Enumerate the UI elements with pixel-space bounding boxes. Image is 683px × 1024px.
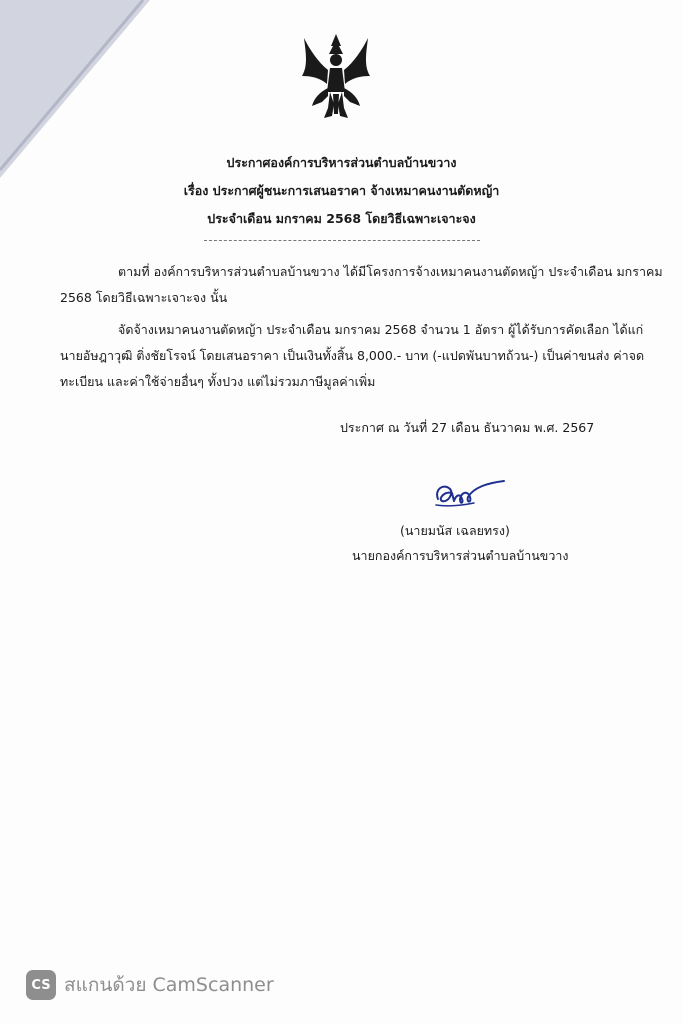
signer-name: (นายมนัส เฉลยทรง) bbox=[400, 523, 510, 538]
paragraph-2-line-2: นายอัษฎาวุฒิ ติ่งชัยโรจน์ โดยเสนอราคา เป็นเงินทั้งสิ้น 8,000.- บาท (-แปดพันบาทถ้วน-) เป็นค่าขนส่ง ค่าจด bbox=[60, 348, 645, 363]
camscanner-logo-icon: CS bbox=[26, 970, 56, 1000]
header-divider bbox=[204, 240, 480, 241]
paragraph-1-line-2: 2568 โดยวิธีเฉพาะเจาะจง นั้น bbox=[60, 290, 228, 305]
camscanner-label: สแกนด้วย CamScanner bbox=[64, 974, 274, 996]
garuda-emblem-icon bbox=[298, 32, 374, 120]
paragraph-1-line-1: ตามที่ องค์การบริหารส่วนตำบลบ้านขวาง ได้มีโครงการจ้างเหมาคนงานตัดหญ้า ประจำเดือน มกราคม bbox=[118, 264, 663, 279]
document-period: ประจำเดือน มกราคม 2568 โดยวิธีเฉพาะเจาะจง bbox=[207, 211, 476, 226]
document-title: ประกาศองค์การบริหารส่วนตำบลบ้านขวาง bbox=[226, 155, 457, 170]
announcement-date: ประกาศ ณ วันที่ 27 เดือน ธันวาคม พ.ศ. 2567 bbox=[340, 420, 595, 435]
camscanner-watermark bbox=[26, 970, 274, 1000]
paragraph-2-line-3: ทะเบียน และค่าใช้จ่ายอื่นๆ ทั้งปวง แต่ไม่รวมภาษีมูลค่าเพิ่ม bbox=[60, 374, 376, 389]
signer-position: นายกองค์การบริหารส่วนตำบลบ้านขวาง bbox=[352, 548, 569, 563]
paragraph-2-line-1: จัดจ้างเหมาคนงานตัดหญ้า ประจำเดือน มกราคม 2568 จำนวน 1 อัตรา ผู้ได้รับการคัดเลือก ได้แก่ bbox=[118, 322, 644, 337]
handwritten-signature bbox=[430, 477, 510, 511]
document-subject: เรื่อง ประกาศผู้ชนะการเสนอราคา จ้างเหมาคนงานตัดหญ้า bbox=[183, 183, 500, 198]
